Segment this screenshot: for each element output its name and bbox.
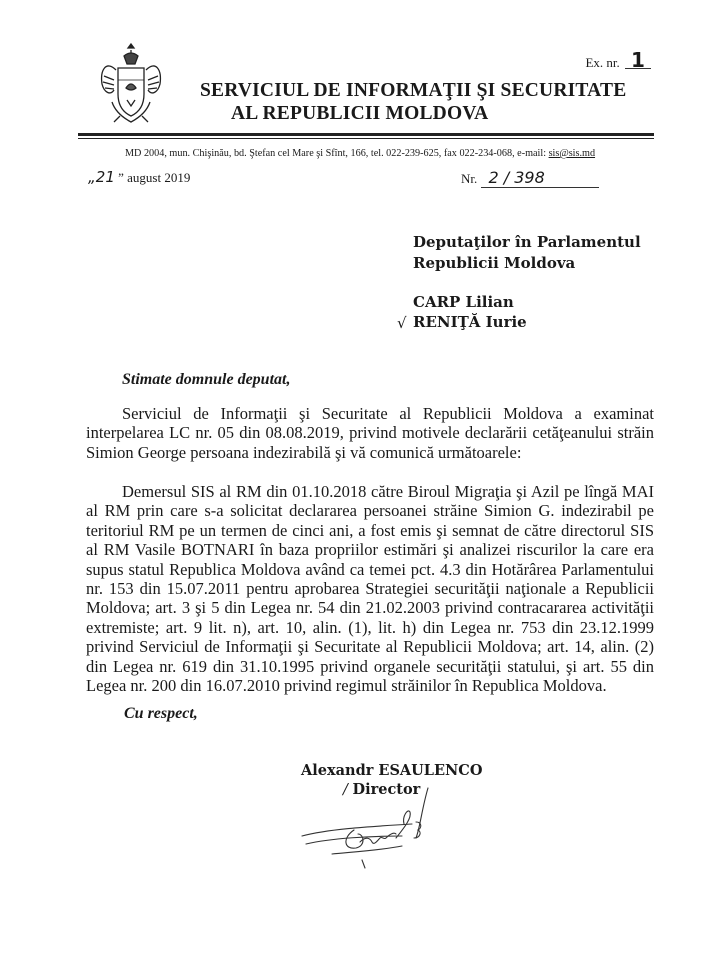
institution-title-line1: SERVICIUL DE INFORMAŢII ŞI SECURITATE [200, 80, 627, 101]
header-rule-thick [78, 133, 654, 136]
header-rule-thin [78, 138, 654, 139]
copy-number [585, 48, 651, 72]
copy-number-value: 1 [625, 52, 651, 69]
address-line [125, 148, 595, 159]
check-mark-icon: √ [397, 314, 407, 332]
signatory-title-text: Director [352, 781, 421, 798]
recipient-line1: Deputaţilor în Parlamentul [413, 233, 641, 251]
institution-title-line2: AL REPUBLICII MOLDOVA [231, 103, 489, 124]
address-text: MD 2004, mun. Chişinău, bd. Ştefan cel Mare şi Sfînt, 166, tel. 022-239-625, fax 022-234-068, e-mail: [125, 148, 549, 159]
registration-number-value: 2 / 398 [481, 168, 599, 188]
recipient-line2: Republicii Moldova [413, 254, 576, 272]
date-day: „21 [88, 168, 115, 186]
recipient-name1: CARP Lilian [413, 293, 514, 311]
registration-number-label: Nr. [461, 171, 478, 186]
closing: Cu respect, [124, 705, 198, 722]
body-paragraph-2: Demersul SIS al RM din 01.10.2018 către Biroul Migraţia şi Azil pe lîngă MAI al RM prin care s-a solicitat declararea persoanei străine Simion G. indezirabil pe teritoriul RM pe un termen de cinci ani, a fost emis şi semnat de către directorul SIS al RM Vasile BOTNARI în baza propriilor estimări şi analizei riscurilor la care era supus statul Republica Moldova având ca temei pct. 4.3 din Hotărârea Parlamentului nr. 153 din 15.07.2011 pentru aprobarea Strategiei securităţii naţionale a Republicii Moldova; art. 3 şi 5 din Legea nr. 54 din 21.02.2003 privind contracararea activităţii extremiste; art. 9 lit. n), art. 10, alin. (1), lit. h) din Legea nr. 753 din 23.12.1999 privind Serviciul de Informaţii şi Securitate al Republicii Moldova; art. 14, alin. (2) din Legea nr. 619 din 31.10.1995 privind organele securităţii statului, şi art. 55 din Legea nr. 200 din 16.07.2010 privind regimul străinilor în Republica Moldova. [86, 482, 654, 696]
registration-number [461, 168, 599, 188]
coat-of-arms-icon [96, 40, 166, 126]
title-slash: / [343, 782, 353, 798]
recipient-name2: RENIŢĂ Iurie [413, 313, 527, 331]
copy-number-label: Ex. nr. [585, 55, 620, 70]
handwritten-signature-icon [292, 778, 442, 878]
body-paragraph-1: Serviciul de Informaţii şi Securitate al Republicii Moldova a examinat interpelarea LC nr. 05 din 08.08.2019, privind motivele declarării cetăţeanului străin Simion George persoana indezirabilă şi vă comunică următoarele: [86, 404, 654, 462]
date-month-year: ” august 2019 [118, 170, 191, 185]
signatory-name: Alexandr ESAULENCO [301, 762, 483, 779]
email-link[interactable]: sis@sis.md [548, 148, 596, 159]
salutation: Stimate domnule deputat, [122, 371, 291, 388]
letter-date [88, 168, 190, 186]
